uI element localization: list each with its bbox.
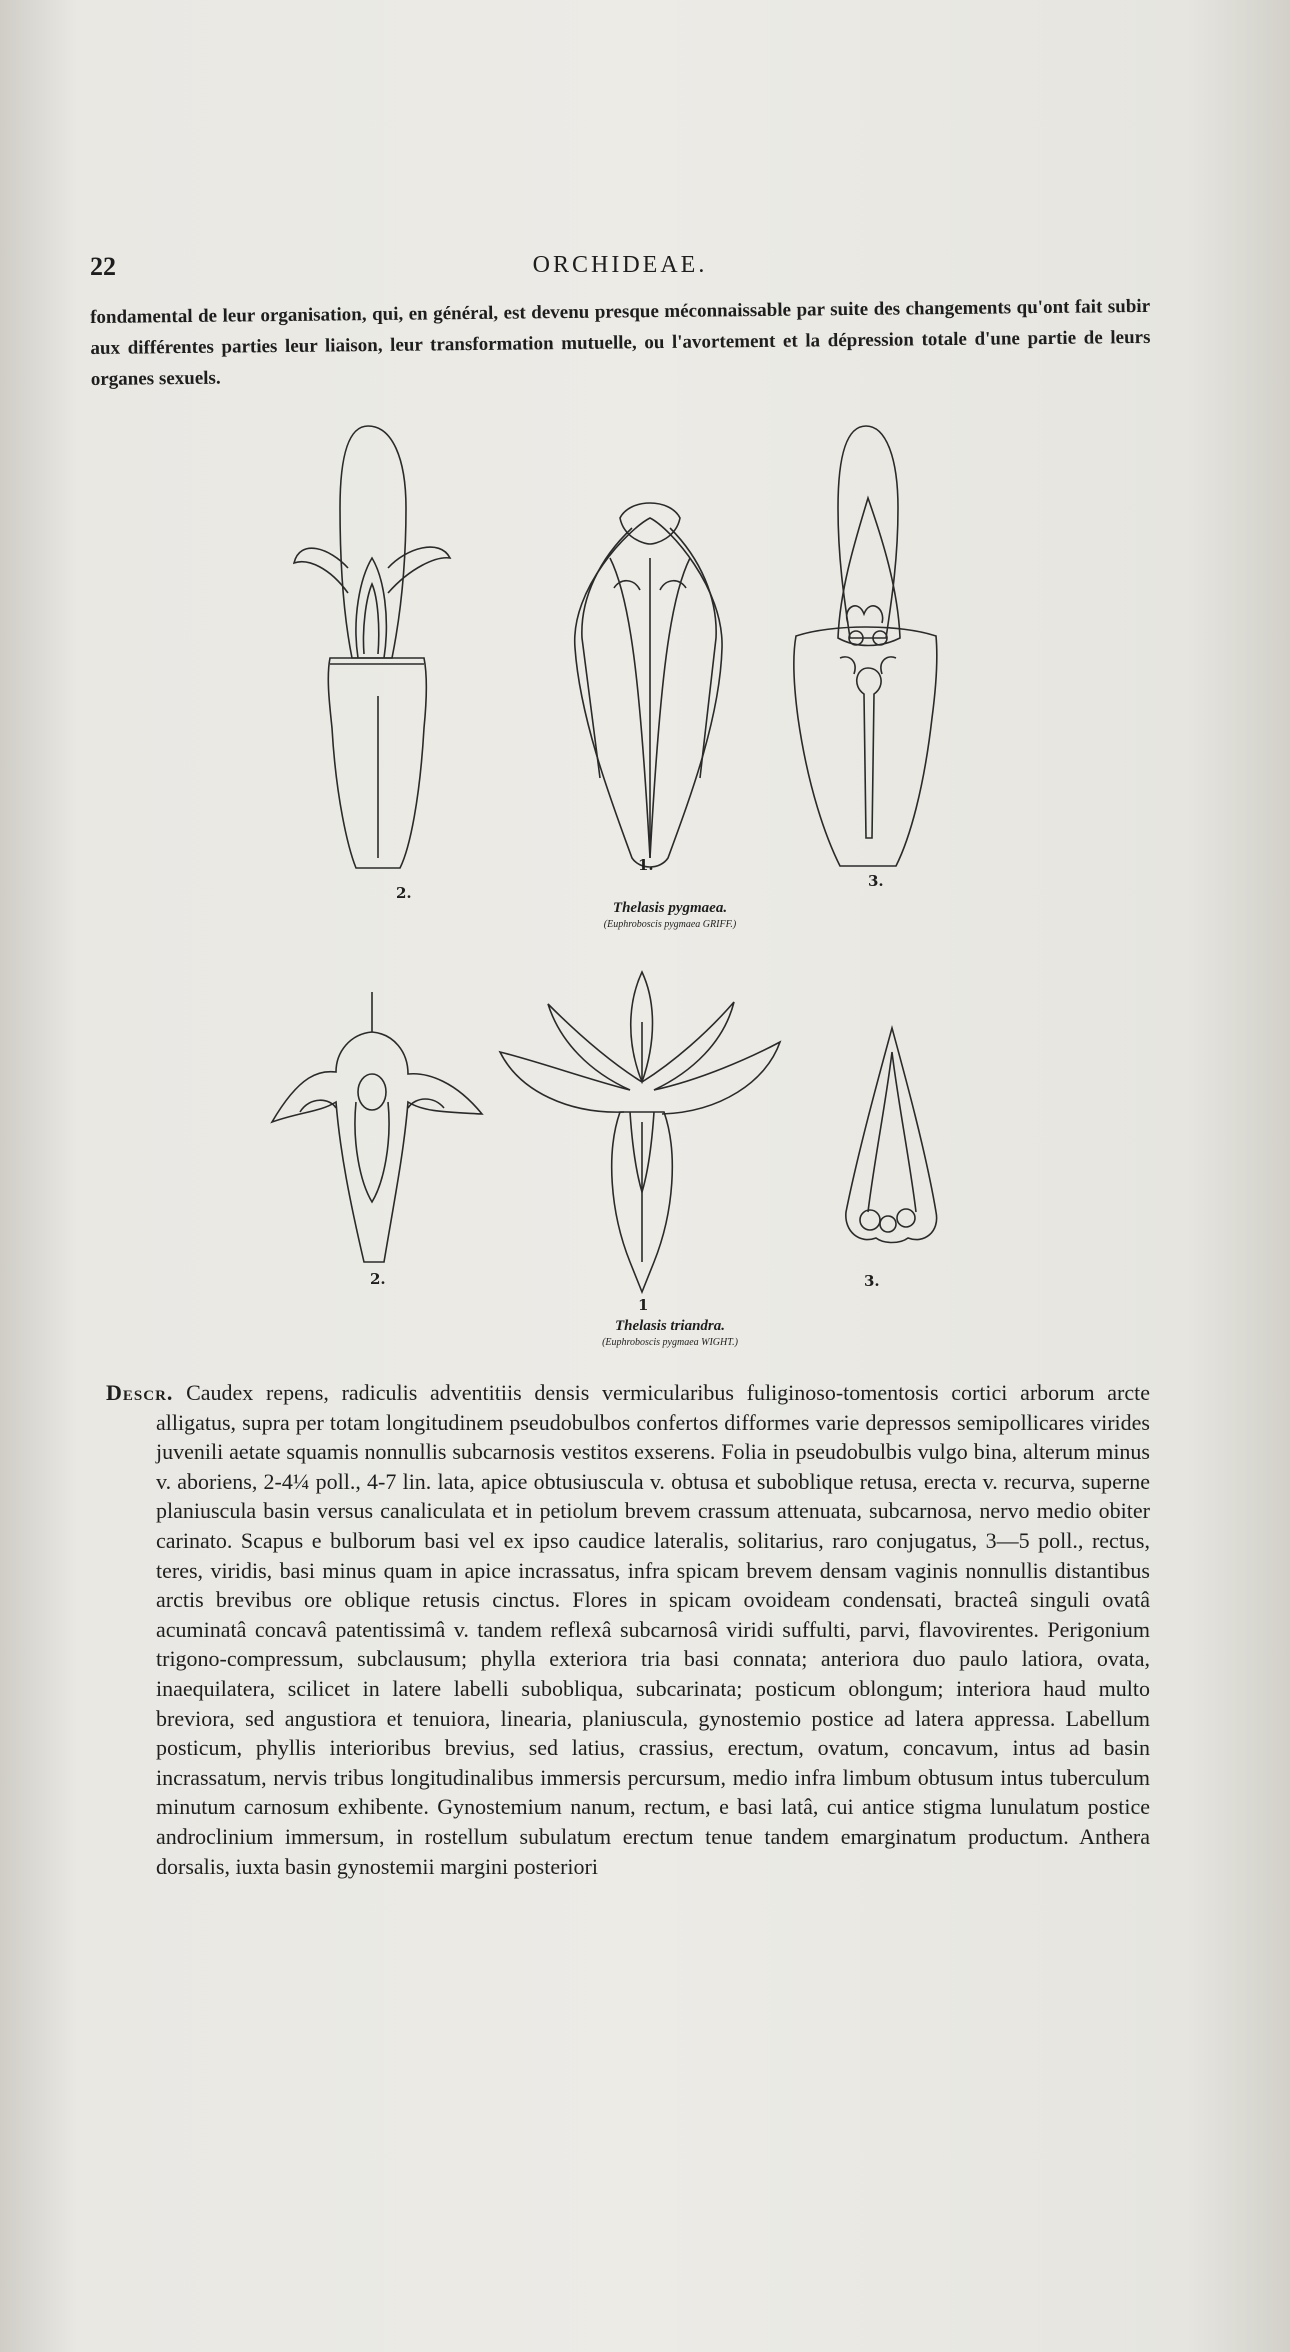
figure-3-labellum (846, 1028, 937, 1243)
figure-label-2: 2. (396, 884, 412, 902)
intro-paragraph: fondamental de leur organisation, qui, en général, est devenu presque méconnaissable par suite des changements qu'ont fait subir aux différentes parties leur liaison, leur transformation mutuelle, ou l'avortement et la dépression totale d'une partie de leurs organes sexuels. (90, 295, 1151, 390)
figure-label-1: 1 (638, 1296, 649, 1314)
figure-label-3: 3. (864, 1272, 880, 1290)
figure-1-closed-flower (575, 503, 722, 867)
figure-label-2: 2. (370, 1270, 386, 1288)
plate-thelasis-triandra (260, 962, 1080, 1362)
plate-top-caption (260, 900, 1080, 930)
figure-1-open-flower (500, 972, 780, 1292)
plate-thelasis-pygmaea (260, 418, 1080, 948)
page-number: 22 (90, 252, 116, 281)
description-label: Descr. (106, 1380, 174, 1405)
plate-top-drawings (260, 418, 1080, 888)
description-text: Caudex repens, radiculis adventitiis densis vermicularibus fuliginoso-tomentosis cortici arborum arcte alligatus, supra per totam longitudinem pseudobulbos confertos difformes varie depressos semipollicares virides juvenili aetate squamis nonnullis subcarnosis vestitos exserens. Folia in pseudobulbis vulgo bina, alterum minus v. aboriens, 2-4¼ poll., 4-7 lin. lata, apice obtusiuscula v. obtusa et suboblique retusa, erecta v. recurva, superne planiuscula basin versus canaliculata et in petiolum brevem crassum attenuata, subcarnosa, nervo medio obiter carinato. Scapus e bulborum basi vel ex ipso caudice lateralis, solitarius, raro conjugatus, 3—5 poll., rectus, teres, viridis, basi minus quam in apice incrassatus, infra spicam brevem densam vaginis nonnullis distantibus arctis brevibus ore oblique retusis cinctus. Flores in spicam ovoideam condensati, bracteâ singuli ovatâ acuminatâ concavâ patentissimâ v. tandem reflexâ subcarnosâ viridi suffulti, parvi, flavovirentes. Perigonium trigono-compressum, subclausum; phylla exteriora tria basi connata; anteriora duo paulo latiora, ovata, inaequilatera, scilicet in latere labelli subobliqua, subcarinata; posticum oblongum; interiora haud multo breviora, sed angustiora et tenuiora, linearia, planiuscula, gynostemio postice ad latera appressa. Labellum posticum, phyllis interioribus brevius, sed latius, crassius, erectum, ovatum, concavum, intus ad basin incrassatum, nervis tribus longitudinalibus immersis percursum, medio infra limbum obtusum intus tuberculum minutum carnosum exhibente. Gynostemium nanum, rectum, e basi latâ, cui antice stigma lunulatum postice androclinium immersum, in rostellum subulatum erectum tenue tandem emarginatum productum. Anthera dorsalis, iuxta basin gynostemii margini posteriori (156, 1380, 1151, 1879)
figure-label-3: 3. (868, 872, 884, 890)
running-head (90, 252, 1150, 292)
description-paragraph (106, 1378, 1150, 1881)
plate-bottom-drawings (260, 962, 1080, 1302)
caption-synonym: (Euphroboscis pygmaea WIGHT.) (602, 1337, 738, 1348)
figure-3-column-front (794, 426, 937, 866)
caption-species-name: Thelasis pygmaea. (612, 900, 728, 916)
running-title: ORCHIDEAE. (532, 252, 708, 278)
caption-species-name: Thelasis triandra. (614, 1318, 726, 1334)
figure-2-flower-column (294, 426, 450, 868)
plate-bottom-caption (260, 1318, 1080, 1348)
figure-2-side-flower (272, 992, 482, 1262)
caption-synonym: (Euphroboscis pygmaea GRIFF.) (603, 919, 737, 930)
figure-label-1: 1. (638, 856, 654, 874)
